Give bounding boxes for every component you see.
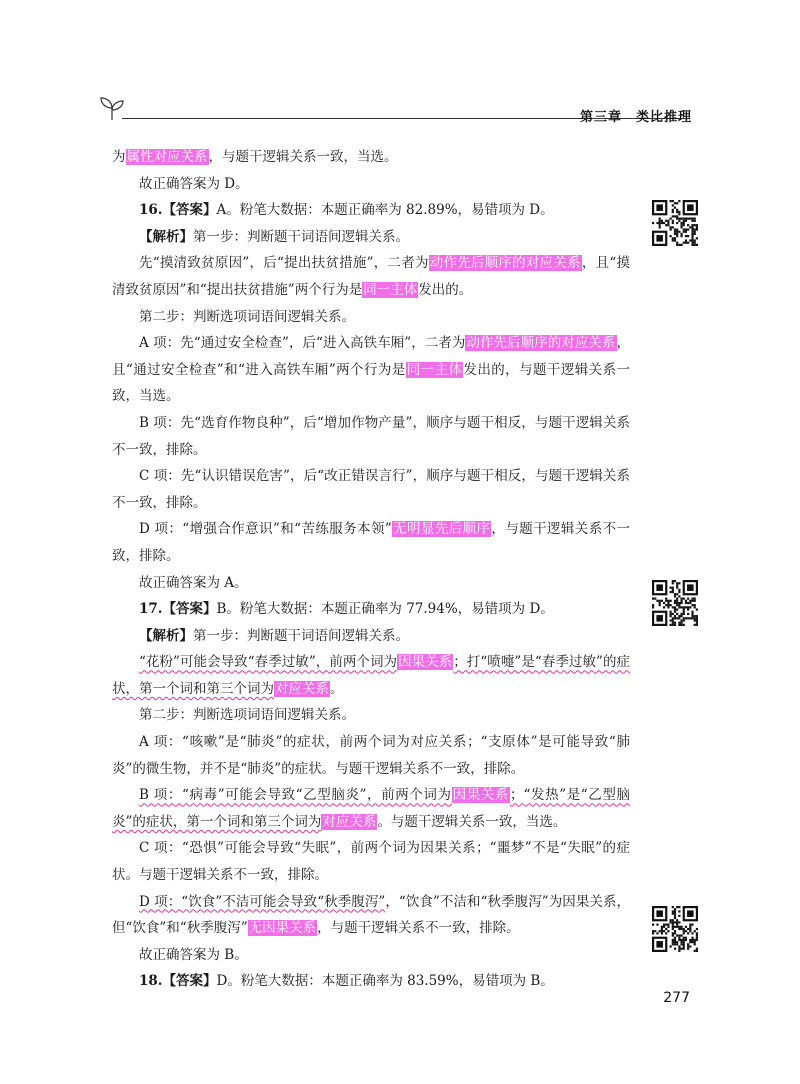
paragraph <box>112 968 630 995</box>
highlighted-text: 属性对应关系 <box>126 149 208 165</box>
text-run: 第二步：判断选项词语间逻辑关系。 <box>139 707 355 724</box>
text-run: ，与题干逻辑关系不一致，排除。 <box>112 521 630 564</box>
text-run: 故正确答案为 D。 <box>139 175 249 192</box>
wavy-underlined-text: “花粉”可能会导致“春季过敏”，前两个词为 <box>139 654 398 671</box>
text-run: ，“饮食”不洁和“秋季腹泻”为因果关系，但“饮食”和“秋季腹泻” <box>112 893 630 937</box>
page-body <box>112 144 630 995</box>
highlighted-text: 对应关系 <box>322 813 377 830</box>
chapter-title: 类比推理 <box>635 110 692 125</box>
paragraph <box>112 782 630 835</box>
text-run: ，且“摸清致贫原因”和“提出扶贫措施”两个行为是 <box>112 255 631 298</box>
paragraph <box>112 596 630 623</box>
text-run: ，与题干逻辑关系不一致，排除。 <box>317 920 520 937</box>
paragraph <box>112 729 630 782</box>
paragraph <box>112 144 630 171</box>
paragraph <box>112 224 630 251</box>
text-run: 发出的，与题干逻辑关系一致，当选。 <box>112 361 631 405</box>
paragraph <box>112 942 630 969</box>
bold-label: 16.【答案】 <box>139 202 217 219</box>
paragraph <box>112 702 630 729</box>
highlighted-text: 无因果关系 <box>248 920 317 937</box>
paragraph <box>112 330 630 410</box>
paragraph <box>112 835 630 888</box>
text-run: B 项：先“选育作物良种”，后“增加作物产量”，顺序与题干相反，与题干逻辑关系不一致，排除。 <box>112 414 630 458</box>
text-run: 第一步：判断题干词语间逻辑关系。 <box>193 627 409 644</box>
paragraph <box>112 410 630 463</box>
bold-label: 【解析】 <box>139 627 193 644</box>
text-run: A 项：先“通过安全检查”，后“进入高铁车厢”，二者为 <box>139 335 466 352</box>
paragraph <box>112 171 630 198</box>
paragraph <box>112 623 630 650</box>
bold-label: 18.【答案】 <box>139 973 217 990</box>
qr-code-17[interactable] <box>652 580 698 626</box>
text-run: B。粉笔大数据：本题正确率为 77.94%，易错项为 D。 <box>216 601 554 618</box>
text-run: 第二步：判断选项词语间逻辑关系。 <box>139 308 355 325</box>
qr-code-18[interactable] <box>652 906 698 952</box>
text-run: D 项：“增强合作意识”和“苦练服务本领” <box>139 521 392 538</box>
wavy-underlined-text: ；“发热”是“乙型脑炎”的症状，第一个词和第三个词为 <box>112 787 630 830</box>
paragraph <box>112 889 630 942</box>
highlighted-text: 同一主体 <box>363 281 418 298</box>
paragraph <box>112 649 630 702</box>
paragraph <box>112 516 630 569</box>
page-number: 277 <box>663 990 690 1006</box>
text-run: ，且“通过安全检查”和“进入高铁车厢”两个行为是 <box>112 335 631 378</box>
bold-label: 17.【答案】 <box>139 601 217 618</box>
wavy-underlined-text: B 项：“病毒”可能会导致“乙型脑炎”，前两个词为 <box>139 787 452 804</box>
qr-code-icon <box>652 906 698 952</box>
qr-code-icon <box>652 580 698 626</box>
highlighted-text: 因果关系 <box>452 787 510 804</box>
highlighted-text: 因果关系 <box>398 654 453 671</box>
paragraph <box>112 250 630 303</box>
wavy-underlined-text: D 项：“饮食”不洁可能会导致“秋季腹泻” <box>139 893 386 910</box>
text-run: 故正确答案为 A。 <box>139 574 248 591</box>
text-run: 。与题干逻辑关系一致，当选。 <box>377 813 567 830</box>
chapter-header <box>580 106 692 125</box>
wavy-underlined-text: ；打“喷嚏”是“春季过敏”的症状，第一个词和第三个词为 <box>112 654 631 697</box>
chapter-number: 第三章 <box>579 110 622 125</box>
paragraph <box>112 463 630 516</box>
highlighted-text: 无明显先后顺序 <box>392 521 491 538</box>
qr-code-icon <box>652 200 698 246</box>
text-run: C 项：先“认识错误危害”，后“改正错误言行”，顺序与题干相反，与题干逻辑关系不一致，排除。 <box>112 468 630 511</box>
paragraph <box>112 570 630 597</box>
qr-code-16[interactable] <box>652 200 698 246</box>
text-run: A 项：“咳嗽”是“肺炎”的症状，前两个词为对应关系；“支原体”是可能导致“肺炎”的微生物，并不是“肺炎”的症状。与题干逻辑关系不一致，排除。 <box>112 734 630 777</box>
highlighted-text: 动作先后顺序的对应关系 <box>466 335 616 352</box>
text-run: 第一步：判断题干词语间逻辑关系。 <box>193 228 409 245</box>
text-run: ，与题干逻辑关系一致，当选。 <box>208 149 398 165</box>
text-run: A。粉笔大数据：本题正确率为 82.89%，易错项为 D。 <box>216 202 554 219</box>
highlighted-text: 同一主体 <box>406 361 463 378</box>
text-run: 。 <box>330 680 344 697</box>
highlighted-text: 对应关系 <box>275 680 329 697</box>
paragraph <box>112 304 630 331</box>
text-run: 故正确答案为 B。 <box>139 946 248 963</box>
paragraph <box>112 197 630 224</box>
highlighted-text: 动作先后顺序的对应关系 <box>429 255 581 272</box>
text-run: 先“摸清致贫原因”，后“提出扶贫措施”，二者为 <box>139 255 429 272</box>
text-run: 为 <box>112 149 126 165</box>
text-run: 发出的。 <box>418 281 473 298</box>
bold-label: 【解析】 <box>139 228 193 245</box>
text-run: D。粉笔大数据：本题正确率为 83.59%，易错项为 B。 <box>216 973 554 990</box>
text-run: C 项：“恐惧”可能会导致“失眠”，前两个词为因果关系；“噩梦”不是“失眠”的症状。与题干逻辑关系不一致，排除。 <box>112 840 630 884</box>
